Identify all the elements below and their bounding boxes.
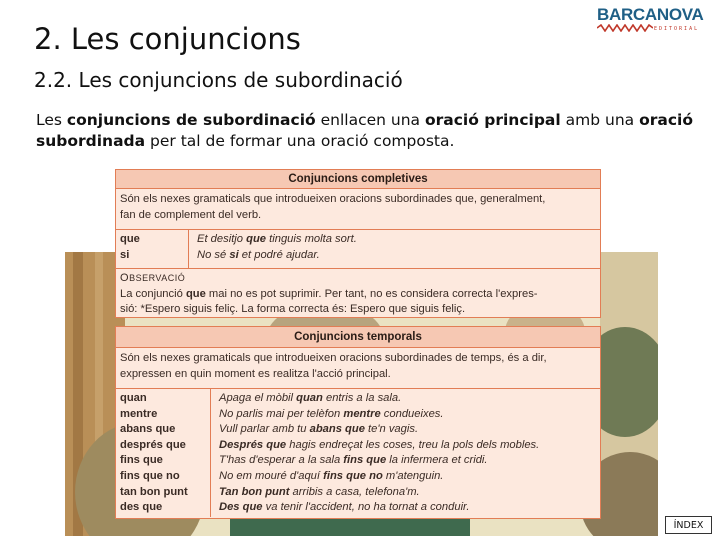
description-line: expressen en quin moment es realitza l'acció principal. <box>120 368 391 380</box>
conjunction-table <box>116 230 600 269</box>
barcanova-logo <box>597 6 713 36</box>
description-line: Són els nexes gramaticals que introdueixen oracions subordinades que, generalment, <box>120 193 546 205</box>
panel-heading: Conjuncions temporals <box>116 327 600 348</box>
conjunction-table <box>116 389 600 517</box>
observation-line: sió: *Espero siguis feliç. La forma correcta és: Espero que siguis feliç. <box>120 303 466 315</box>
example-text: tinguis molta sort. <box>266 233 357 245</box>
example-list <box>189 230 365 268</box>
example-text: Et desitjo <box>197 233 247 245</box>
example-item <box>197 248 357 264</box>
example-conjunction: Tan bon punt <box>219 485 290 498</box>
example-conjunction: que <box>246 233 267 245</box>
example-item <box>219 453 539 469</box>
example-conjunction: fins que no <box>323 469 383 482</box>
conjunction-item: des que <box>120 501 163 514</box>
example-text: va tenir l'accident, no ha tornat a conduir. <box>262 501 470 514</box>
observation-text: La conjunció <box>120 287 186 300</box>
example-text: te'n vagis. <box>364 423 419 436</box>
observation-term: que <box>185 287 206 300</box>
example-item <box>219 422 539 438</box>
example-item <box>219 469 539 485</box>
example-text: No parlis mai per telèfon <box>219 407 344 420</box>
observation-note <box>116 269 600 320</box>
conjunction-list <box>116 389 211 517</box>
intro-text: Les <box>36 111 67 129</box>
example-text: hagis endreçat les coses, treu la pols dels mobles. <box>286 438 540 451</box>
intro-term: conjuncions de subordinació <box>66 111 316 129</box>
panel-heading: Conjuncions completives <box>116 170 600 189</box>
example-conjunction: Des que <box>219 501 263 514</box>
example-item <box>219 391 539 407</box>
conjunction-item: que <box>120 233 140 245</box>
description-line: Són els nexes gramaticals que introdueixen oracions subordinades de temps, és a dir, <box>120 352 547 364</box>
example-item <box>219 438 539 454</box>
example-conjunction: si <box>229 248 239 261</box>
example-list <box>211 389 547 517</box>
intro-paragraph <box>36 110 706 152</box>
example-text: No em mouré d'aquí <box>219 469 324 482</box>
conjunction-item: abans que <box>120 423 176 436</box>
intro-text: per tal de formar una oració composta. <box>145 132 455 150</box>
panel-description <box>116 189 600 230</box>
page-title: 2. Les conjuncions <box>34 22 301 56</box>
example-text: condueixes. <box>380 407 444 420</box>
example-item <box>219 500 539 516</box>
intro-term: oració subordinada <box>36 111 693 150</box>
panel-completives <box>115 169 601 318</box>
conjunction-item: fins que <box>120 454 163 467</box>
example-conjunction: quan <box>296 392 323 404</box>
example-text: arribis a casa, telefona'm. <box>289 485 420 498</box>
conjunction-item: mentre <box>120 407 158 420</box>
conjunction-item: tan bon punt <box>120 485 188 498</box>
example-item <box>219 407 539 423</box>
conjunction-item: després que <box>120 438 186 451</box>
intro-text: enllacen una <box>315 111 425 129</box>
panel-temporals <box>115 326 601 519</box>
example-item <box>197 232 357 248</box>
observation-title: OBSERVACIÓ <box>120 272 186 284</box>
example-text: et podré ajudar. <box>238 248 320 261</box>
logo-subtitle: EDITORIAL <box>654 26 700 32</box>
example-conjunction: Després que <box>219 438 287 451</box>
conjunction-item: quan <box>120 392 147 404</box>
example-text: No sé <box>197 248 230 261</box>
logo-name: BARCANOVA <box>597 5 704 24</box>
example-conjunction: mentre <box>343 407 381 420</box>
example-text: la infermera et cridi. <box>386 454 488 467</box>
observation-line <box>120 287 596 303</box>
example-item <box>219 485 539 501</box>
conjunction-list <box>116 230 189 268</box>
description-line: fan de complement del verb. <box>120 209 262 221</box>
example-text: Apaga el mòbil <box>219 392 297 404</box>
example-conjunction: fins que <box>343 454 387 467</box>
observation-text: mai no es pot suprimir. Per tant, no es considera correcta l'expres- <box>205 287 538 300</box>
example-conjunction: abans que <box>309 423 365 436</box>
intro-text: amb una <box>560 111 640 129</box>
example-text: m'atenguin. <box>382 469 444 482</box>
example-text: entris a la sala. <box>322 392 402 404</box>
panel-description <box>116 348 600 389</box>
page-subtitle: 2.2. Les conjuncions de subordinació <box>34 68 403 92</box>
example-text: Vull parlar amb tu <box>219 423 310 436</box>
conjunction-item: si <box>120 248 130 261</box>
index-button[interactable]: ÍNDEX <box>665 516 712 534</box>
example-text: T'has d'esperar a la sala <box>219 454 344 467</box>
logo-wave-icon <box>597 24 653 32</box>
conjunction-item: fins que no <box>120 469 180 482</box>
intro-term: oració principal <box>424 111 561 129</box>
